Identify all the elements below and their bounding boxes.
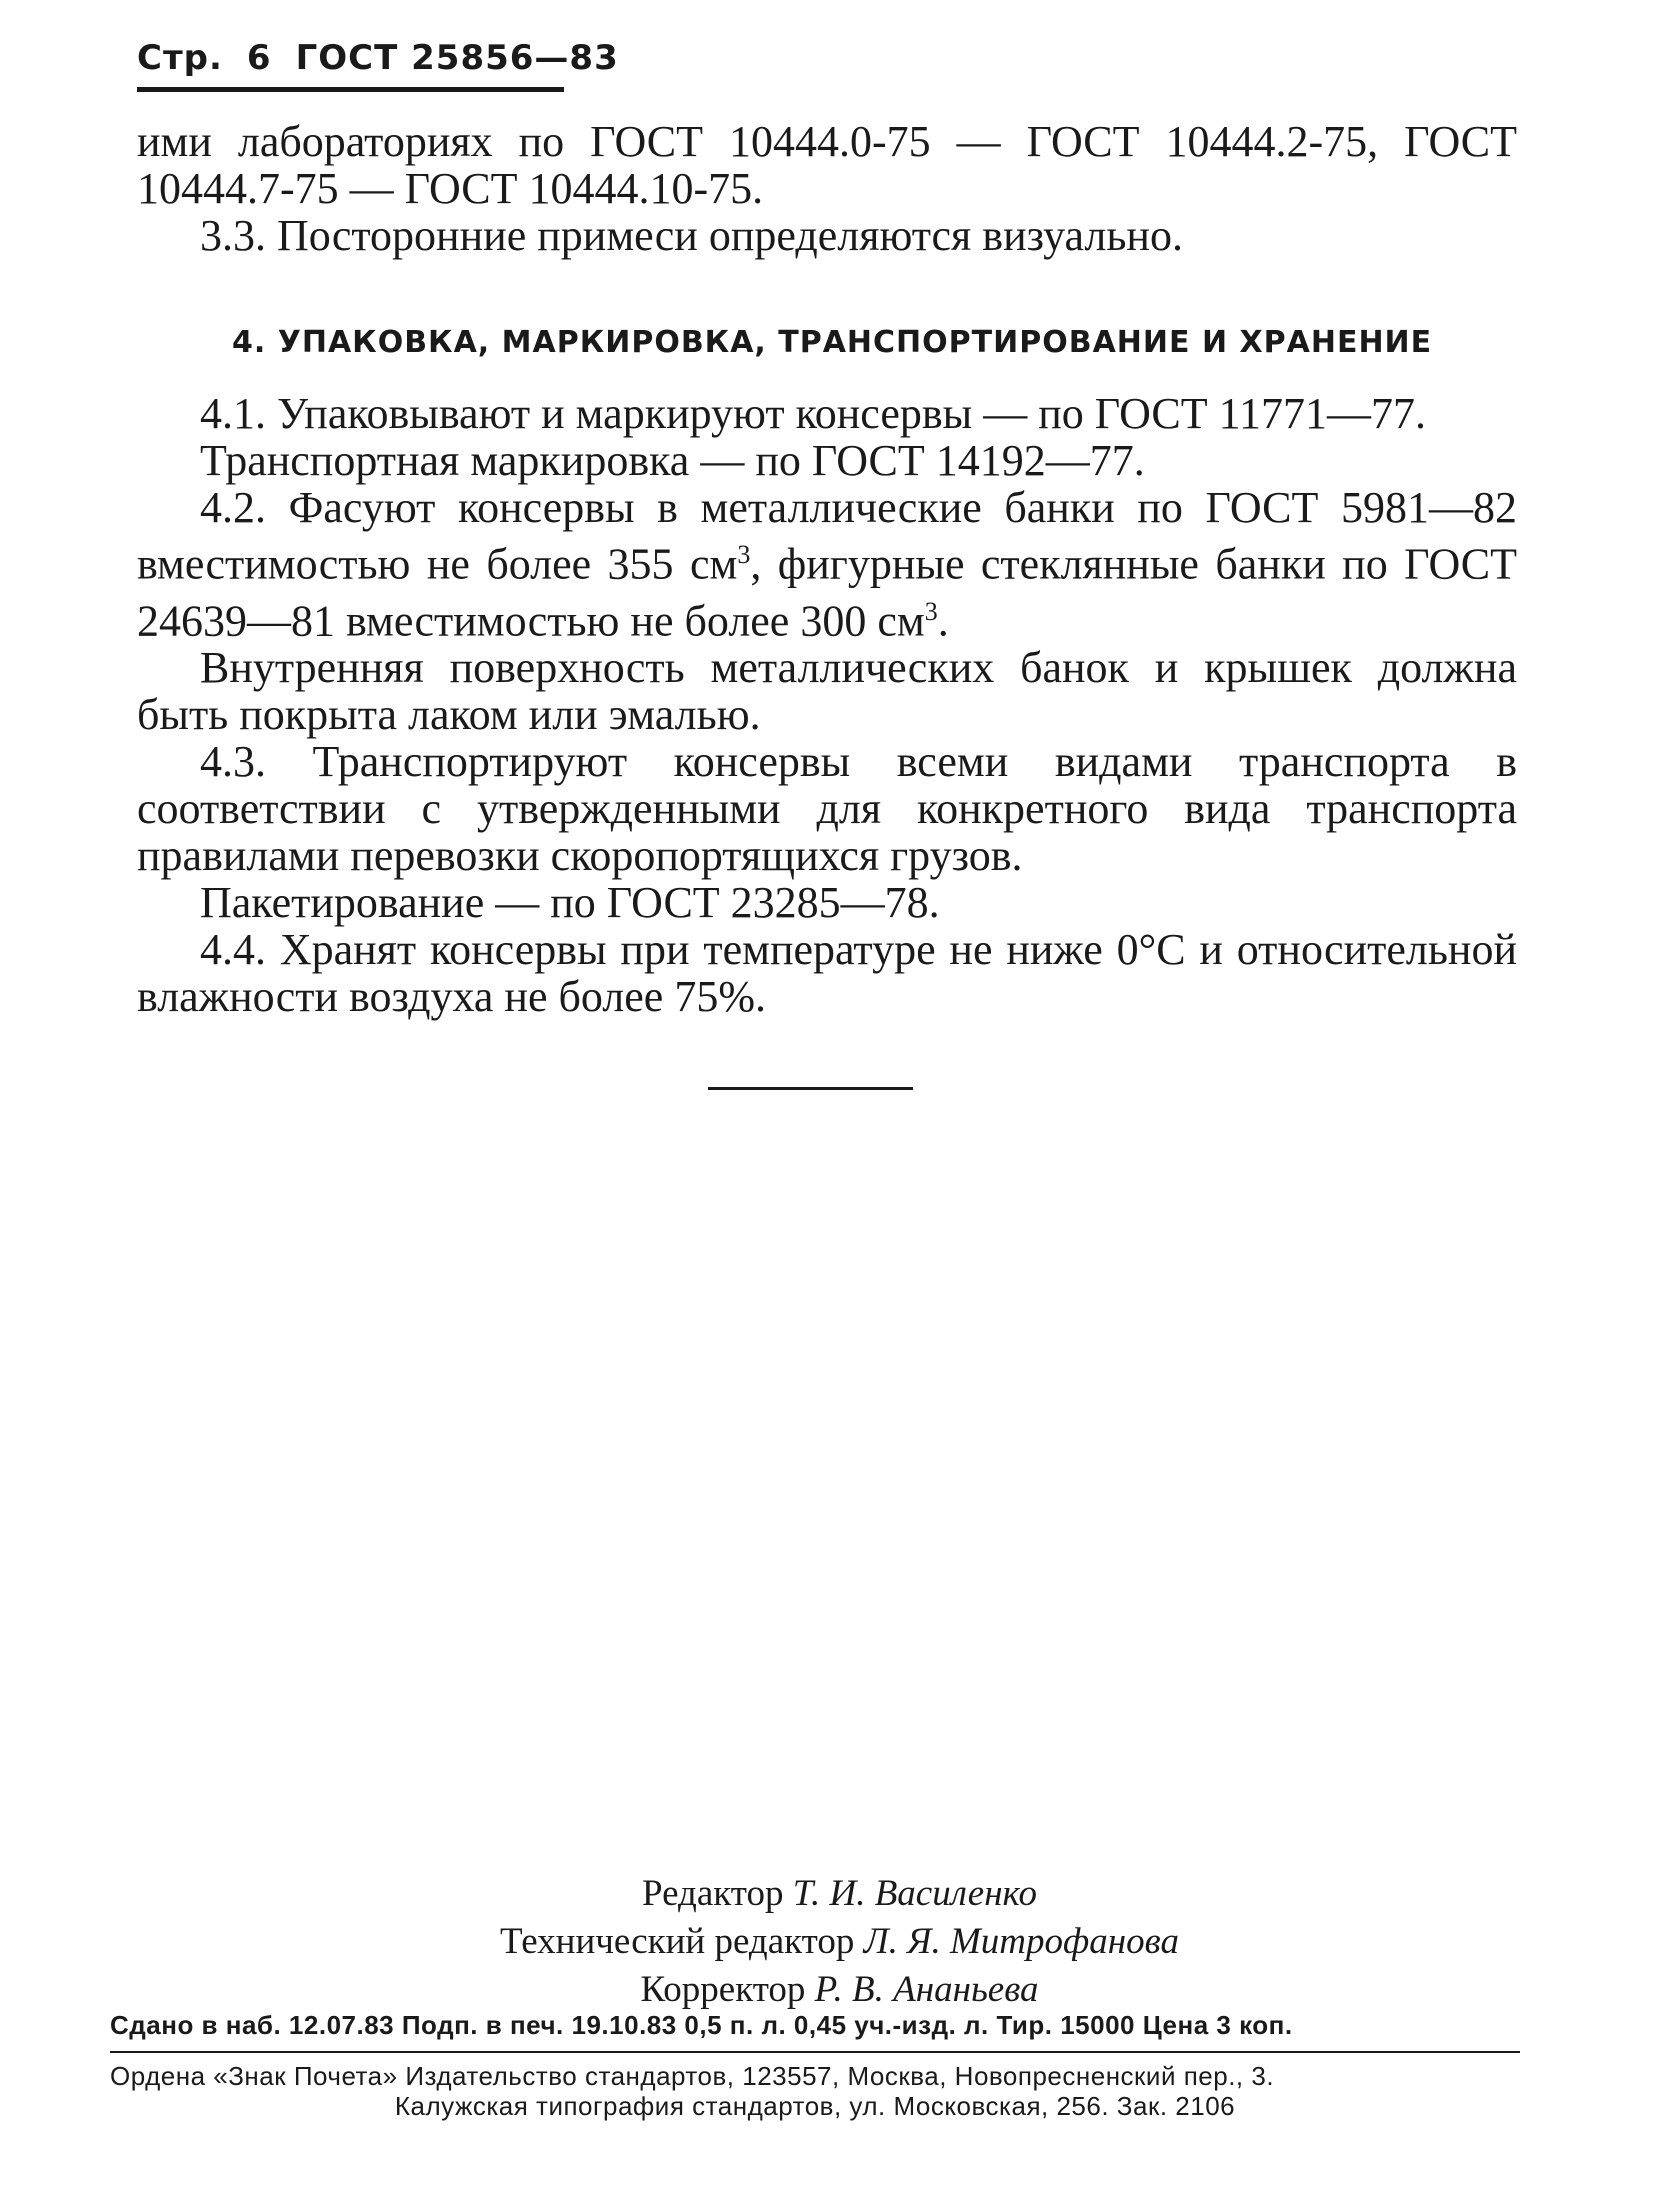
imprint-rule [110,2051,1520,2053]
paragraph-4-3: 4.3. Транспортируют консервы всеми видами транспорта в соответствии с утвержденными для конкретного вида транспорта правилами перевозки скоропортящихся грузов. [137,737,1517,881]
standard-number: ГОСТ 25856—83 [295,38,619,78]
tech-editor-name: Л. Я. Митрофанова [863,1921,1179,1962]
corrector-name: Р. В. Ананьева [814,1969,1039,2010]
corrector-line [0,1966,1679,2014]
imprint-publisher: Ордена «Знак Почета» Издательство стандартов, 123557, Москва, Новопресненский пер., 3. [110,2061,1275,2091]
editor-label: Редактор [642,1873,784,1914]
editor-line [0,1870,1679,1918]
paragraph-4-2-period: . [937,596,949,646]
editor-name: Т. И. Василенко [792,1873,1037,1914]
imprint [110,2010,1520,2121]
paragraph-3-3: 3.3. Посторонние примеси определяются визуально. [200,211,1183,260]
continuation-line-2: 10444.7-75 — ГОСТ 10444.10-75. [137,164,764,213]
paragraph-4-2-part-1: 4.2. Фасуют консервы в металлические банки по ГОСТ 5981—82 вместимостью не более 355 см [137,483,1517,589]
paragraph-4-4: 4.4. Хранят консервы при температуре не ниже 0°С и относительной влажности воздуха не более 75%. [137,925,1517,1022]
end-divider [708,1087,913,1090]
page-header [137,38,619,78]
page-label: Стр. [137,38,223,78]
corrector-label: Корректор [640,1969,806,2010]
paragraph-4-1: 4.1. Упаковывают и маркируют консервы — по ГОСТ 11771—77. [200,389,1426,438]
paragraph-4-2-coating: Внутренняя поверхность металлических банок и крышек должна быть покрыта лаком или эмалью. [137,643,1517,740]
superscript-3b: 3 [924,596,938,626]
continuation-line-1: ими лабораториях по ГОСТ 10444.0-75 — ГОСТ 10444.2-75, ГОСТ [137,117,1517,166]
imprint-printer: Калужская типография стандартов, ул. Московская, 256. Зак. 2106 [394,2091,1236,2121]
paragraph-4-2 [137,484,1517,644]
imprint-print-data: Сдано в наб. 12.07.83 Подп. в печ. 19.10.83 0,5 п. л. 0,45 уч.-изд. л. Тир. 15000 Цена 3 коп. [110,2010,1293,2040]
tech-editor-line [0,1918,1679,1966]
header-rule [137,87,564,92]
page-number: 6 [246,38,272,78]
paragraph-4-1-marking: Транспортная маркировка — по ГОСТ 14192—77. [200,436,1145,485]
section-3-text [137,118,1517,259]
paragraph-4-3-packaging: Пакетирование — по ГОСТ 23285—78. [200,878,940,928]
section-4-text [137,390,1517,1020]
section-4-title: 4. УПАКОВКА, МАРКИРОВКА, ТРАНСПОРТИРОВАНИЕ И ХРАНЕНИЕ [232,325,1433,360]
superscript-3: 3 [737,540,751,569]
credits [0,1870,1679,2014]
paragraph-4-2-part-2: , фигурные стеклянные банки по ГОСТ 24639—81 вместимостью не более 300 см [137,539,1517,646]
tech-editor-label: Технический редактор [500,1921,855,1962]
